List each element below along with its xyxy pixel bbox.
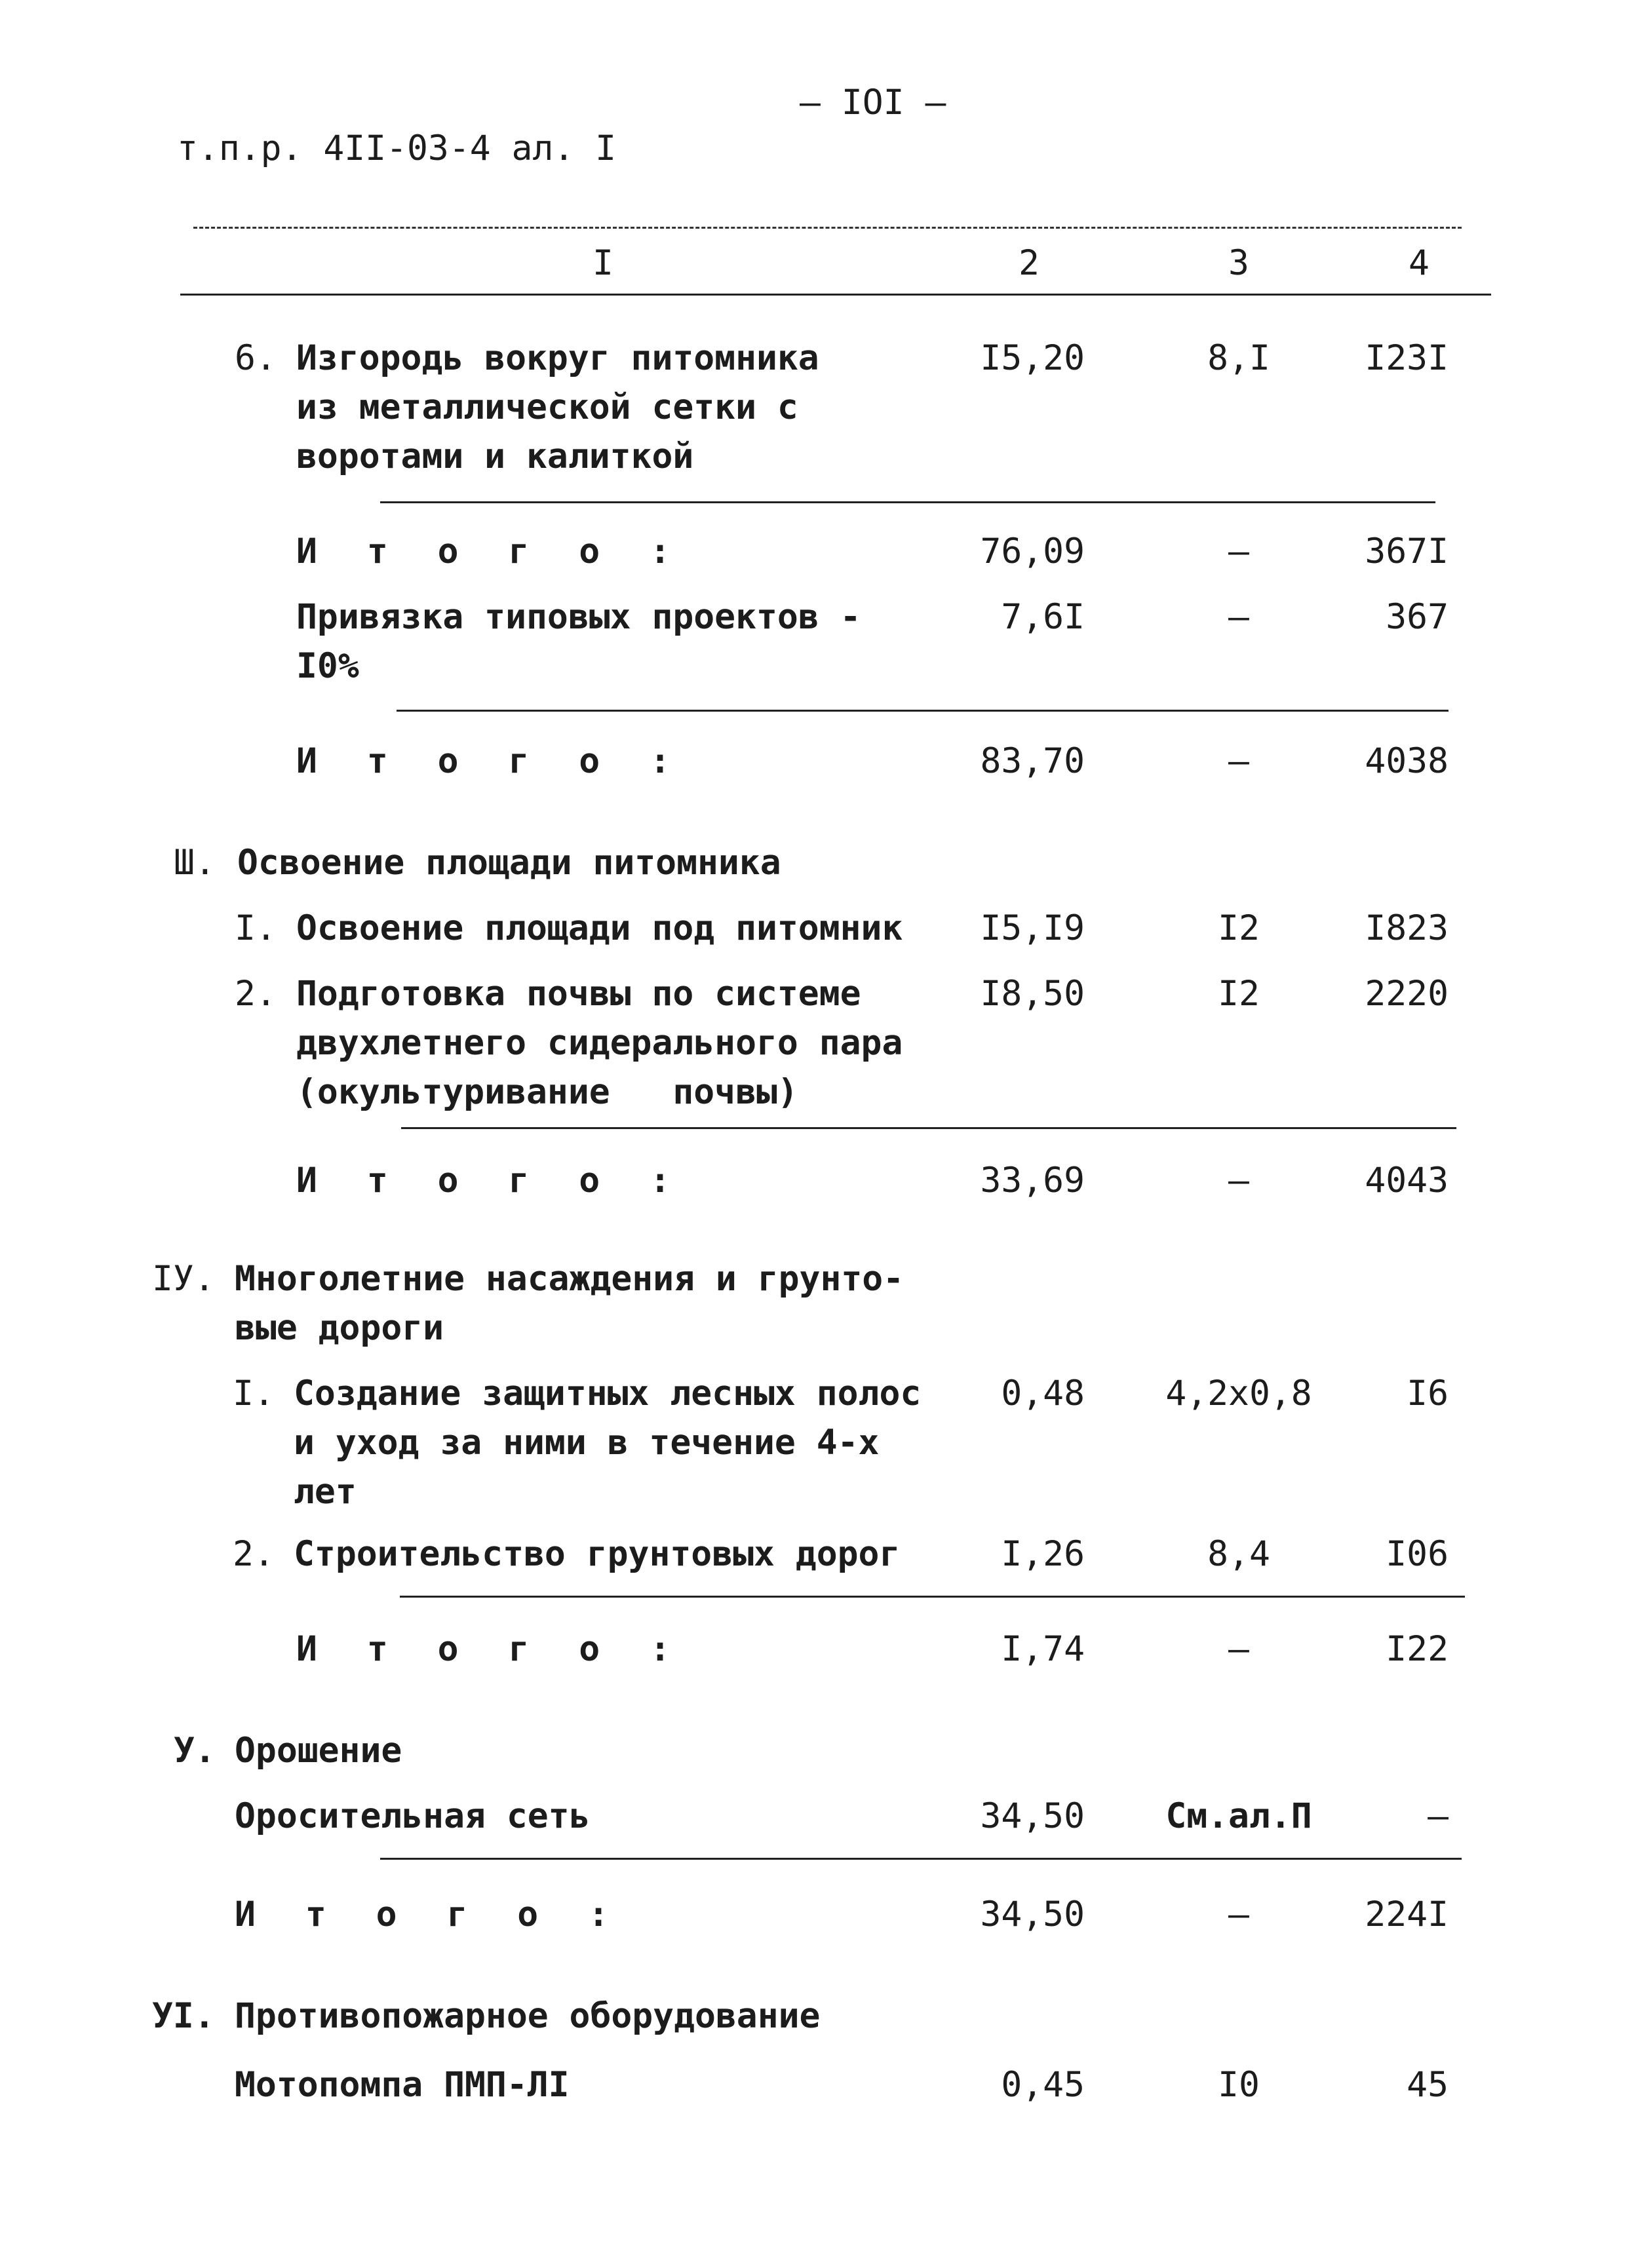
cell-col4: 4038: [1365, 741, 1449, 781]
cell-col2: I,26: [1001, 1534, 1085, 1574]
column-header-1: I: [593, 243, 613, 283]
row-text-line: Освоение площади под питомник: [296, 908, 903, 948]
cell-col4: 4043: [1365, 1161, 1449, 1201]
row-number: 6.: [235, 338, 277, 378]
cell-col4: I22: [1386, 1629, 1449, 1669]
cell-col2: I8,50: [980, 974, 1085, 1014]
row-text-line: и уход за ними в течение 4-х: [294, 1423, 880, 1463]
subtotal-rule: [397, 710, 1449, 712]
column-header-4: 4: [1409, 243, 1430, 283]
cell-col4: 367: [1386, 597, 1449, 637]
section-title: Многолетние насаждения и грунто-: [235, 1259, 905, 1299]
cell-col4: I23I: [1365, 338, 1449, 378]
section-number: Ш.: [174, 843, 216, 883]
total-label: И т о г о :: [296, 1629, 685, 1669]
section-title: вые дороги: [235, 1308, 444, 1348]
total-label: И т о г о :: [296, 741, 685, 781]
cell-col4: 45: [1407, 2065, 1449, 2105]
subtotal-rule: [400, 1596, 1465, 1598]
column-header-2: 2: [1019, 243, 1040, 283]
row-text-line: Создание защитных лесных полос: [294, 1374, 922, 1413]
row-text-line: Оросительная сеть: [235, 1796, 591, 1836]
cell-col3: См.ал.П: [1165, 1796, 1312, 1836]
cell-col4: 367I: [1365, 531, 1449, 571]
cell-col4: –: [1428, 1796, 1449, 1836]
cell-col4: I06: [1386, 1534, 1449, 1574]
row-number: 2.: [233, 1534, 275, 1574]
cell-col3: 8,4: [1207, 1534, 1270, 1574]
row-text-line: воротами и калиткой: [296, 436, 694, 476]
section-title: Противопожарное оборудование: [235, 1996, 821, 2036]
cell-col2: I5,I9: [980, 908, 1085, 948]
section-title: Освоение площади питомника: [237, 843, 781, 883]
row-text-line: Привязка типовых проектов -: [296, 597, 861, 637]
section-number: У.: [174, 1731, 216, 1771]
header-bottom-rule: [180, 294, 1491, 296]
cell-col4: I6: [1407, 1374, 1449, 1413]
cell-col2: 0,45: [1001, 2065, 1085, 2105]
cell-col3: –: [1228, 531, 1249, 571]
cell-col3: I0: [1218, 2065, 1260, 2105]
cell-col2: 34,50: [980, 1796, 1085, 1836]
cell-col2: 76,09: [980, 531, 1085, 571]
row-number: 2.: [235, 974, 277, 1014]
section-title: Орошение: [235, 1731, 402, 1771]
cell-col2: 7,6I: [1001, 597, 1085, 637]
cell-col3: –: [1228, 1629, 1249, 1669]
cell-col3: 8,I: [1207, 338, 1270, 378]
cell-col4: 2220: [1365, 974, 1449, 1014]
column-header-3: 3: [1228, 243, 1249, 283]
subtotal-rule: [380, 501, 1435, 503]
subtotal-rule: [401, 1127, 1456, 1129]
cell-col3: I2: [1218, 908, 1260, 948]
cell-col2: I5,20: [980, 338, 1085, 378]
row-text-line: Строительство грунтовых дорог: [294, 1534, 901, 1574]
row-text-line: лет: [294, 1472, 357, 1512]
document-reference: т.п.р. 4II-03-4 ал. I: [177, 128, 617, 168]
cell-col3: I2: [1218, 974, 1260, 1014]
cell-col3: –: [1228, 597, 1249, 637]
row-text-line: Подготовка почвы по системе: [296, 974, 861, 1014]
table-top-rule: [193, 227, 1462, 229]
cell-col2: 0,48: [1001, 1374, 1085, 1413]
row-number: I.: [233, 1374, 275, 1413]
row-text-line: I0%: [296, 646, 359, 686]
cell-col2: 33,69: [980, 1161, 1085, 1201]
row-text-line: из металлической сетки с: [296, 387, 798, 427]
cell-col2: 34,50: [980, 1894, 1085, 1934]
row-text-line: (окультуривание почвы): [296, 1072, 798, 1112]
row-text-line: Мотопомпа ПМП-ЛI: [235, 2065, 570, 2105]
total-label: И т о г о :: [235, 1894, 623, 1934]
cell-col3: –: [1228, 1894, 1249, 1934]
row-text-line: Изгородь вокруг питомника: [296, 338, 819, 378]
cell-col4: I823: [1365, 908, 1449, 948]
section-number: IУ.: [152, 1259, 215, 1299]
row-text-line: двухлетнего сидерального пара: [296, 1023, 903, 1063]
total-label: И т о г о :: [296, 531, 685, 571]
cell-col4: 224I: [1365, 1894, 1449, 1934]
cell-col3: –: [1228, 741, 1249, 781]
section-number: УI.: [152, 1996, 215, 2036]
cell-col3: –: [1228, 1161, 1249, 1201]
page-number: – IOI –: [800, 83, 946, 123]
cell-col3: 4,2x0,8: [1165, 1374, 1312, 1413]
cell-col2: 83,70: [980, 741, 1085, 781]
cell-col2: I,74: [1001, 1629, 1085, 1669]
total-label: И т о г о :: [296, 1161, 685, 1201]
subtotal-rule: [380, 1858, 1462, 1860]
row-number: I.: [235, 908, 277, 948]
